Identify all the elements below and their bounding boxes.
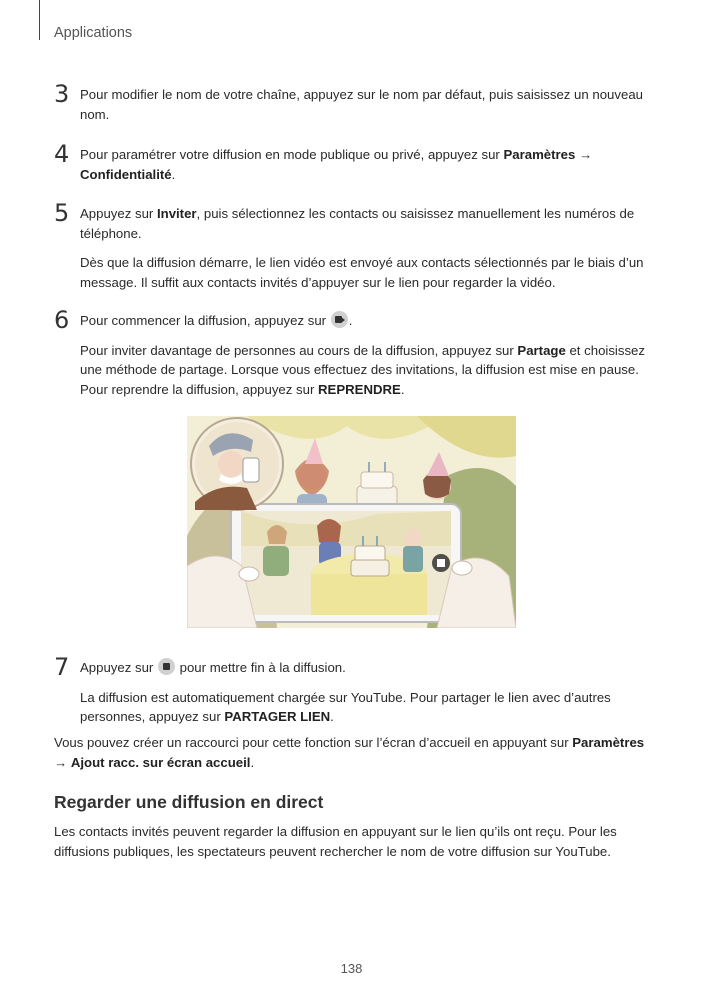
menu-path-settings: Paramètres [503,147,576,162]
step-4 [54,140,654,194]
video-record-icon [331,311,348,328]
step-subtext: La diffusion est automatiquement chargée sur YouTube. Pour partager le lien avec d’autres personnes, appuyez sur PARTAGER LIEN. [80,689,611,724]
step-number: 6 [54,306,70,334]
step-text: Pour modifier le nom de votre chaîne, appuyez sur le nom par défaut, puis saisissez un nouveau nom. [80,87,643,122]
step-text: Pour paramétrer votre diffusion en mode publique ou privé, appuyez sur Paramètres → Confidentialité. [80,147,593,182]
step-number: 5 [54,199,70,227]
header-rule [39,0,40,40]
invite-label: Inviter [156,206,197,221]
step-subtext: Pour inviter davantage de personnes au cours de la diffusion, appuyez sur Partage et choisissez une méthode de partage. Lorsque vous effectuez des invitations, la diffusion est mise en pause. Pour reprendre la diffusion, appuyez sur REPRENDRE. [80,342,645,397]
shortcut-note: Vous pouvez créer un raccourci pour cette fonction sur l’écran d’accueil en appuyant sur Paramètres → Ajout racc. sur écran accueil. [54,735,645,770]
step-text: Appuyez sur Inviter, puis sélectionnez les contacts ou saisissez manuellement les numéros de téléphone. [80,206,635,241]
step-7 [54,653,654,737]
step-text: Appuyez sur pour mettre fin à la diffusion. [80,660,346,675]
running-header: Applications [54,25,133,41]
share-link-label: PARTAGER LIEN [224,709,331,724]
step-subtext: Dès que la diffusion démarre, le lien vidéo est envoyé aux contacts sélectionnés par le biais d’un message. Il suffit aux contacts invités d’appuyer sur le lien pour regarder la vidéo. [80,255,644,290]
menu-path-settings: Paramètres [572,735,645,750]
menu-path-add-shortcut: Ajout racc. sur écran accueil [70,754,251,770]
section-title: Regarder une diffusion en direct [54,792,324,812]
menu-path-privacy: Confidentialité [80,166,172,182]
step-6 [54,306,654,409]
stop-icon [158,658,175,675]
step-3 [54,80,654,134]
party-scene-illustration [187,416,516,628]
step-number: 4 [54,140,70,168]
share-label: Partage [517,342,566,358]
step-text: Pour commencer la diffusion, appuyez sur . [80,313,353,328]
resume-label: REPRENDRE [318,381,401,397]
step-number: 3 [54,80,70,108]
illustration-live-broadcast [187,416,516,628]
page-number: 138 [340,961,363,976]
step-5 [54,199,654,302]
section-text: Les contacts invités peuvent regarder la diffusion en appuyant sur le lien qu’ils ont reçu. Pour les diffusions publiques, les spectateurs peuvent rechercher le nom de votre diffusion sur YouTube. [54,824,617,859]
step-number: 7 [54,653,70,681]
